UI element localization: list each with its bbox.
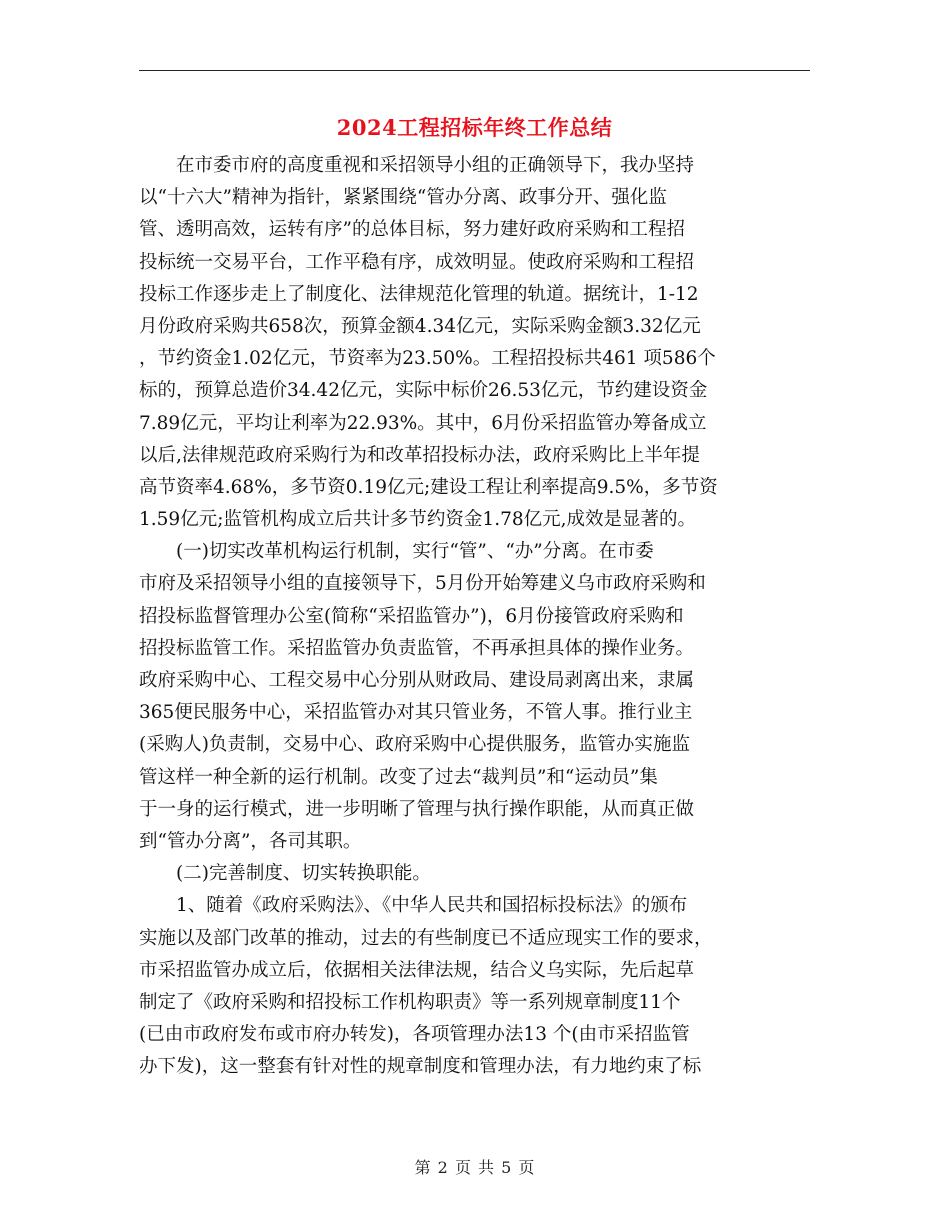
document-title: 2024工程招标年终工作总结	[336, 115, 613, 140]
body-line: 管这样一种全新的运行机制。改变了过去“裁判员”和“运动员”集	[139, 766, 658, 788]
body-line: 管、透明高效，运转有序”的总体目标，努力建好政府采购和工程招	[139, 219, 685, 241]
body-line: (二)完善制度、切实转换职能。	[139, 863, 431, 885]
body-line: 高节资率4.68%，多节资0.19亿元;建设工程让利率提高9.5%，多节资	[139, 476, 718, 498]
body-line: (已由市政府发布或市府办转发)，各项管理办法13 个(由市采招监管	[139, 1024, 690, 1046]
body-line: 7.89亿元，平均让利率为22.93%。其中，6月份采招监管办筹备成立	[139, 412, 707, 434]
body-line: 以“十六大”精神为指针，紧紧围绕“管办分离、政事分开、强化监	[139, 187, 667, 209]
body-line: 投标工作逐步走上了制度化、法律规范化管理的轨道。据统计，1-12	[139, 283, 699, 305]
body-line: (采购人)负责制，交易中心、政府采购中心提供服务，监管办实施监	[139, 734, 690, 756]
body-line: 月份政府采购共658次，预算金额4.34亿元，实际采购金额3.32亿元	[139, 315, 701, 337]
body-line: 投标统一交易平台，工作平稳有序，成效明显。使政府采购和工程招	[139, 251, 695, 273]
body-line: ，节约资金1.02亿元，节资率为23.50%。工程招投标共461 项586个	[139, 348, 716, 370]
body-line: 办下发)，这一整套有针对性的规章制度和管理办法，有力地约束了标	[139, 1056, 702, 1078]
body-line: (一)切实改革机构运行机制，实行“管”、“办”分离。在市委	[139, 541, 654, 563]
body-line: 于一身的运行模式，进一步明晰了管理与执行操作职能，从而真正做	[139, 798, 695, 820]
body-line: 在市委市府的高度重视和采招领导小组的正确领导下，我办坚持	[139, 155, 695, 176]
body-line: 标的，预算总造价34.42亿元，实际中标价26.53亿元，节约建设资金	[139, 380, 708, 402]
document-body	[139, 150, 811, 1083]
body-line: 实施以及部门改革的推动，过去的有些制度已不适应现实工作的要求，	[139, 927, 713, 949]
body-line: 以后,法律规范政府采购行为和改革招投标办法，政府采购比上半年提	[139, 444, 700, 466]
body-line: 1.59亿元;监管机构成立后共计多节约资金1.78亿元,成效是显著的。	[139, 509, 696, 531]
body-line: 到“管办分离”，各司其职。	[139, 830, 362, 852]
body-line: 市采招监管办成立后，依据相关法律法规，结合义乌实际，先后起草	[139, 959, 695, 981]
body-line: 招投标监管工作。采招监管办负责监管，不再承担具体的操作业务。	[139, 637, 695, 659]
body-line: 市府及采招领导小组的直接领导下，5月份开始筹建义乌市政府采购和	[139, 573, 706, 595]
body-line: 制定了《政府采购和招投标工作机构职责》等一系列规章制度11个	[139, 991, 681, 1013]
body-line: 政府采购中心、工程交易中心分别从财政局、建设局剥离出来，隶属	[139, 670, 695, 691]
page-footer: 第 2 页 共 5 页	[414, 1158, 536, 1177]
body-line: 招投标监督管理办公室(简称“采招监管办”)，6月份接管政府采购和	[139, 605, 684, 627]
body-line: 1、随着《政府采购法》、《中华人民共和国招标投标法》的颁布	[139, 895, 688, 917]
header-rule	[139, 70, 810, 71]
body-line: 365便民服务中心，采招监管办对其只管业务，不管人事。推行业主	[139, 702, 693, 724]
